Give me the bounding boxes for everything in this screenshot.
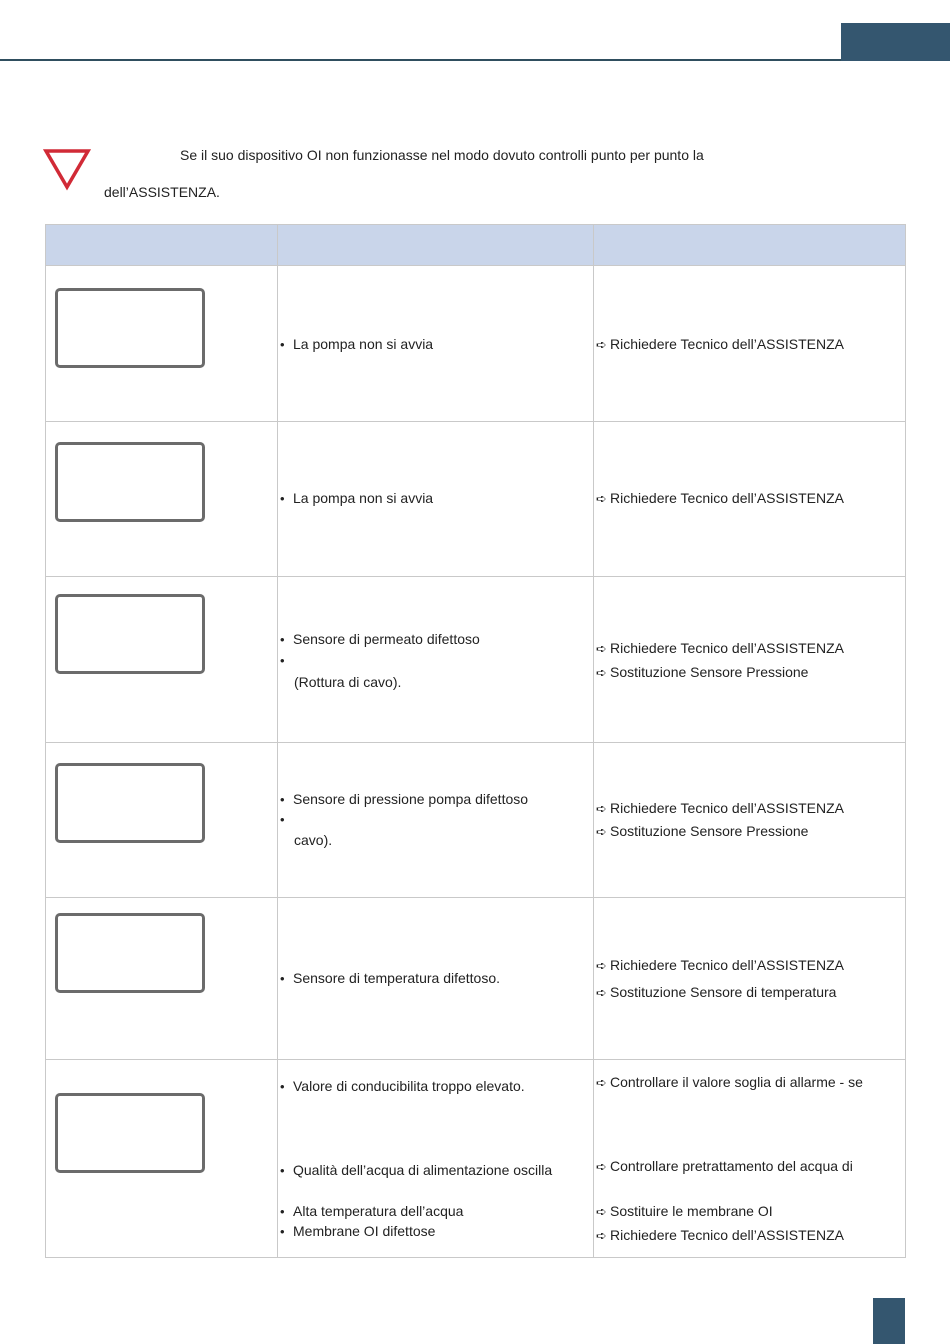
cause-item: • Alta temperatura dell’acqua [280,1203,464,1219]
bullet-icon: • [280,1224,285,1239]
bullet-icon: • [280,491,285,506]
cause-cell [278,743,594,898]
header-rule [0,59,950,61]
bullet-icon: • [280,812,285,827]
cause-item [280,810,293,829]
header-cell-display [46,225,278,266]
bullet-icon: • [280,632,285,647]
header-cell-cause [278,225,594,266]
remedy-cell [594,577,906,743]
header-tab [841,23,950,61]
arrow-right-icon: ➪ [596,801,607,816]
bullet-icon: • [280,792,285,807]
cause-item-continuation: (Rottura di cavo). [294,674,402,690]
remedy-item: ➪ Richiedere Tecnico dell’ASSISTENZA [596,1227,844,1243]
remedy-cell [594,1060,906,1258]
header-cell-remedy [594,225,906,266]
cause-item-continuation: cavo). [294,832,333,848]
arrow-right-icon: ➪ [596,824,607,839]
remedy-item: ➪ Controllare il valore soglia di allarme - se [596,1074,863,1090]
warning-triangle-icon [43,147,91,191]
remedy-item: ➪ Richiedere Tecnico dell’ASSISTENZA [596,957,844,973]
bullet-icon: • [280,653,285,668]
remedy-cell [594,422,906,577]
arrow-right-icon: ➪ [596,1075,607,1090]
remedy-item: ➪ Richiedere Tecnico dell’ASSISTENZA [596,640,844,656]
cause-item: • Qualità dell’acqua di alimentazione oscilla [280,1162,553,1178]
display-screen-icon [55,594,205,674]
remedy-cell [594,898,906,1060]
bullet-icon: • [280,1079,285,1094]
table-row [46,898,906,1060]
cause-item: • Sensore di temperatura difettoso. [280,970,501,986]
intro-text-line-2: dell’ASSISTENZA. [104,184,220,200]
cause-cell [278,577,594,743]
bullet-icon: • [280,971,285,986]
display-cell [46,577,278,743]
display-cell [46,1060,278,1258]
cause-cell [278,898,594,1060]
display-screen-icon [55,913,205,993]
table-row [46,422,906,577]
table-row [46,266,906,422]
display-screen-icon [55,442,205,522]
remedy-item: ➪ Controllare pretrattamento del acqua di [596,1158,853,1174]
table-header-row [46,225,906,266]
table-row [46,1060,906,1258]
arrow-right-icon: ➪ [596,337,607,352]
display-screen-icon [55,763,205,843]
cause-cell [278,422,594,577]
cause-item: • Membrane OI difettose [280,1223,436,1239]
table-row [46,577,906,743]
cause-item: • Sensore di permeato difettoso [280,631,480,647]
remedy-item: ➪ Sostituzione Sensore Pressione [596,664,809,680]
cause-item: • Sensore di pressione pompa difettoso [280,791,529,807]
arrow-right-icon: ➪ [596,1228,607,1243]
cause-cell [278,1060,594,1258]
bullet-icon: • [280,1204,285,1219]
table-row [46,743,906,898]
cause-cell [278,266,594,422]
remedy-item: ➪ Richiedere Tecnico dell’ASSISTENZA [596,800,844,816]
cause-item [280,651,293,670]
remedy-item: ➪ Richiedere Tecnico dell’ASSISTENZA [596,336,844,352]
bullet-icon: • [280,337,285,352]
display-screen-icon [55,288,205,368]
arrow-right-icon: ➪ [596,985,607,1000]
troubleshooting-table [45,224,906,1258]
page-number-tab [873,1298,905,1344]
arrow-right-icon: ➪ [596,958,607,973]
remedy-item: ➪ Sostituzione Sensore di temperatura [596,984,837,1000]
bullet-icon: • [280,1163,285,1178]
arrow-right-icon: ➪ [596,491,607,506]
remedy-item: ➪ Sostituire le membrane OI [596,1203,773,1219]
arrow-right-icon: ➪ [596,641,607,656]
cause-item: • La pompa non si avvia [280,490,434,506]
arrow-right-icon: ➪ [596,1204,607,1219]
intro-text-line-1: Se il suo dispositivo OI non funzionasse nel modo dovuto controlli punto per punto la [180,147,704,163]
display-cell [46,266,278,422]
arrow-right-icon: ➪ [596,665,607,680]
display-cell [46,422,278,577]
cause-item: • La pompa non si avvia [280,336,434,352]
cause-item: • Valore di conducibilita troppo elevato. [280,1078,525,1094]
display-screen-icon [55,1093,205,1173]
display-cell [46,743,278,898]
remedy-item: ➪ Richiedere Tecnico dell’ASSISTENZA [596,490,844,506]
arrow-right-icon: ➪ [596,1159,607,1174]
remedy-cell [594,743,906,898]
remedy-item: ➪ Sostituzione Sensore Pressione [596,823,809,839]
display-cell [46,898,278,1060]
remedy-cell [594,266,906,422]
